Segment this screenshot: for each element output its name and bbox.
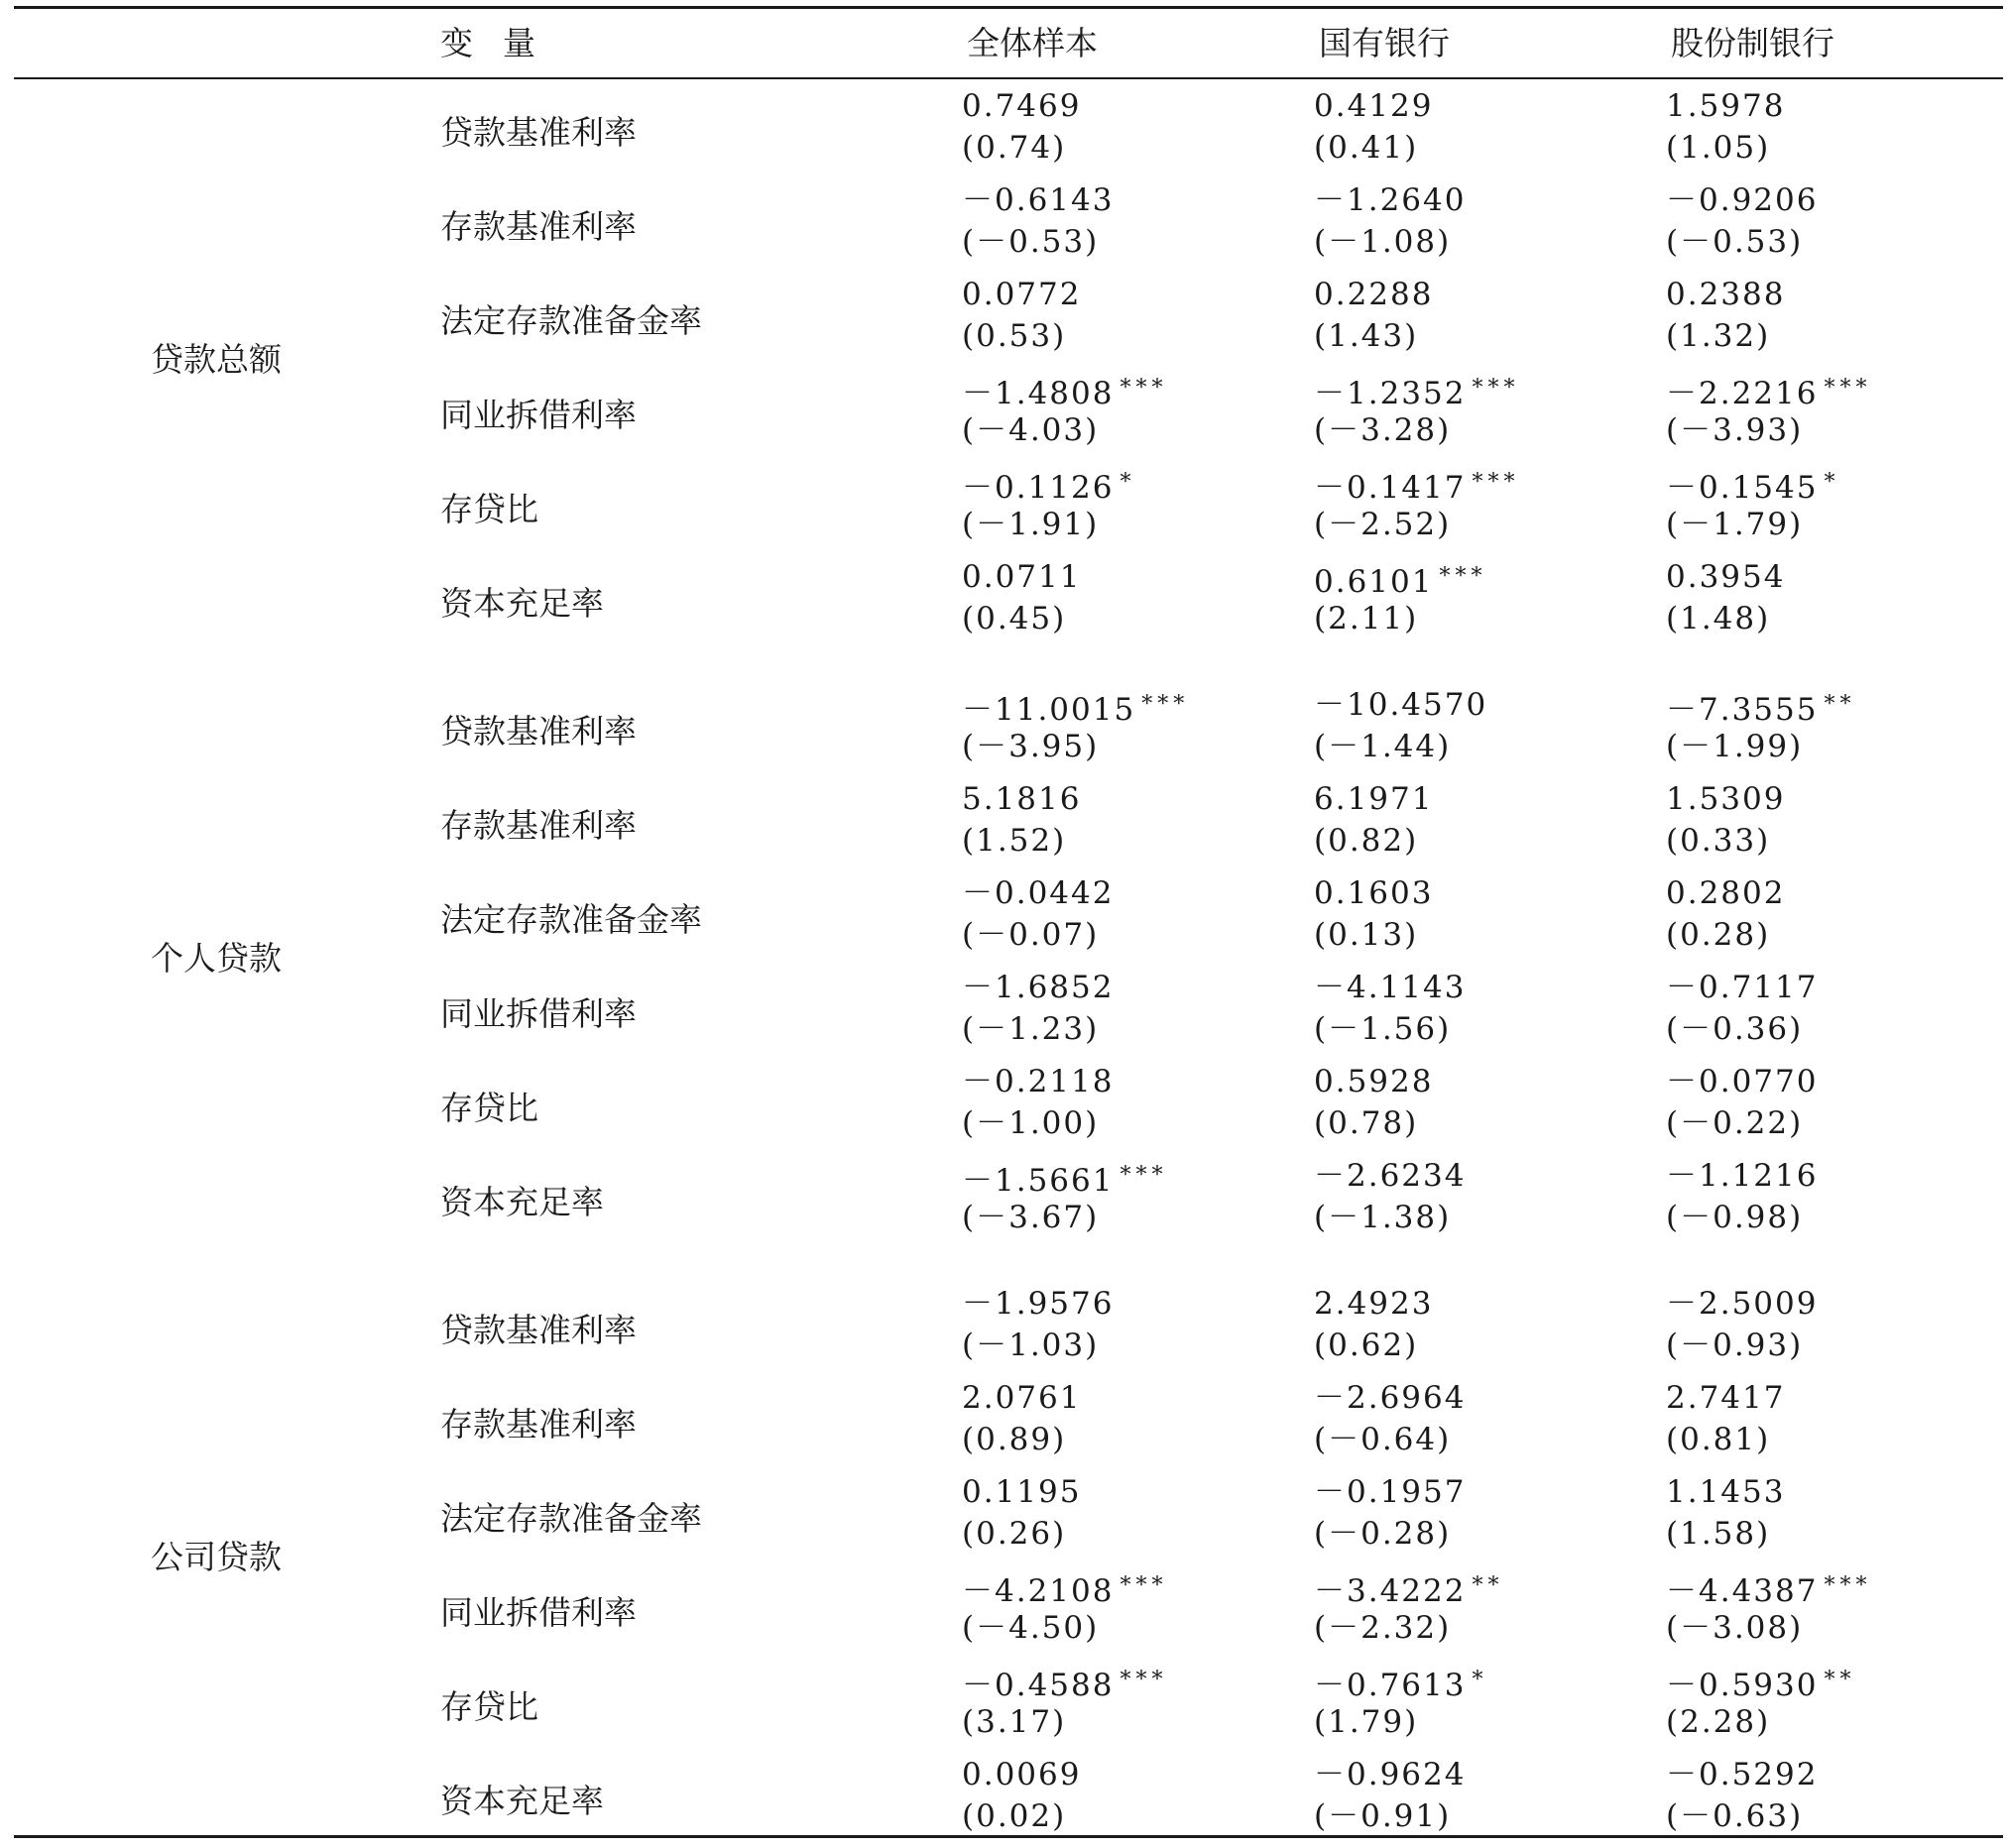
value-cell [1314,967,1466,1050]
t-statistic: (－1.79) [1666,507,1804,542]
significance-stars: * [1824,470,1840,495]
t-statistic: (0.81) [1666,1422,1771,1457]
t-statistic: (－0.93) [1666,1328,1804,1363]
coefficient: 0.4129 [1314,88,1434,124]
variable-name: 贷款基准利率 [440,1311,637,1349]
t-statistic: (－1.38) [1314,1200,1452,1235]
significance-stars: * [1120,470,1136,495]
significance-stars: *** [1120,376,1168,401]
t-statistic: (－3.28) [1314,412,1452,448]
t-statistic: (－3.93) [1666,412,1804,448]
coefficient: －2.6234 [1314,1158,1467,1194]
coefficient: －0.5930 [1666,1668,1819,1703]
coefficient: 2.0761 [962,1380,1082,1416]
coefficient: 0.5928 [1314,1064,1434,1099]
coefficient: －0.5292 [1666,1757,1819,1792]
value-cell [1314,274,1433,357]
value-cell [1666,85,1785,169]
t-statistic: (1.52) [962,823,1067,859]
value-cell [962,368,1167,451]
coefficient: －1.4808 [962,376,1115,411]
variable-name: 贷款基准利率 [440,113,637,152]
value-cell [1314,462,1519,545]
table-row [0,872,2009,967]
table-row [0,1155,2009,1249]
header-state-owned-banks: 国有银行 [1319,24,1450,62]
coefficient: 0.2288 [1314,277,1434,312]
coefficient: 0.1195 [962,1474,1082,1510]
value-cell [962,1061,1114,1144]
significance-stars: *** [1439,564,1487,589]
table-top-rule [14,6,2003,9]
value-cell [1666,1754,1818,1837]
variable-name: 存款基准利率 [440,1405,637,1444]
t-statistic: (－4.50) [962,1610,1100,1646]
coefficient: 0.3954 [1666,559,1786,595]
group-label: 个人贷款 [151,939,282,978]
t-statistic: (－2.32) [1314,1610,1452,1646]
t-statistic: (0.89) [962,1422,1067,1457]
value-cell [962,85,1081,169]
coefficient: 0.2388 [1666,277,1786,312]
value-cell [1666,1283,1818,1366]
coefficient: －2.6964 [1314,1380,1467,1416]
value-cell [1314,1377,1466,1460]
value-cell [962,179,1114,263]
t-statistic: (1.05) [1666,130,1771,166]
header-variable: 变量 [440,24,565,62]
value-cell [1666,1155,1818,1238]
table-row [0,1754,2009,1848]
variable-name: 法定存款准备金率 [440,301,702,340]
value-cell [962,1283,1114,1366]
group-label: 贷款总额 [151,340,282,379]
group-label: 公司贷款 [151,1538,282,1576]
t-statistic: (－0.28) [1314,1516,1452,1552]
significance-stars: * [1472,1668,1488,1692]
t-statistic: (0.45) [962,601,1067,636]
value-cell [1666,1471,1785,1555]
coefficient: 0.7469 [962,88,1082,124]
coefficient: 0.1603 [1314,875,1434,911]
t-statistic: (－0.53) [1666,224,1804,260]
value-cell [1314,872,1433,956]
header-rule [14,77,2003,79]
value-cell [1666,778,1785,862]
variable-name: 资本充足率 [440,1183,604,1221]
table-row [0,462,2009,556]
coefficient: －0.1957 [1314,1474,1467,1510]
coefficient: －0.9206 [1666,182,1819,218]
coefficient: －0.6143 [962,182,1115,218]
table-row [0,1565,2009,1660]
significance-stars: *** [1472,376,1520,401]
t-statistic: (1.48) [1666,601,1771,636]
t-statistic: (－1.08) [1314,224,1452,260]
t-statistic: (3.17) [962,1704,1067,1740]
coefficient: －0.2118 [962,1064,1115,1099]
value-cell [1666,368,1871,451]
value-cell [1666,1565,1871,1649]
value-cell [1666,1061,1818,1144]
table-row [0,1283,2009,1377]
t-statistic: (－4.03) [962,412,1100,448]
coefficient: 2.4923 [1314,1286,1434,1322]
value-cell [1666,1660,1855,1743]
variable-name: 同业拆借利率 [440,396,637,434]
table-row [0,778,2009,872]
table-row [0,274,2009,368]
value-cell [1666,872,1785,956]
table-row [0,1471,2009,1565]
coefficient: 0.0772 [962,277,1082,312]
value-cell [1666,274,1785,357]
t-statistic: (－1.56) [1314,1011,1452,1047]
significance-stars: *** [1120,1573,1168,1598]
coefficient: 6.1971 [1314,781,1434,817]
coefficient: －0.7613 [1314,1668,1467,1703]
coefficient: －1.5661 [962,1163,1115,1199]
t-statistic: (－0.91) [1314,1798,1452,1834]
table-row [0,556,2009,650]
value-cell [962,1565,1167,1649]
coefficient: －1.6852 [962,970,1115,1005]
coefficient: 1.1453 [1666,1474,1786,1510]
t-statistic: (0.82) [1314,823,1419,859]
table-row [0,1660,2009,1754]
coefficient: 5.1816 [962,781,1082,817]
variable-name: 资本充足率 [440,1782,604,1820]
coefficient: －0.1417 [1314,470,1467,506]
significance-stars: *** [1824,1573,1872,1598]
coefficient: －0.4588 [962,1668,1115,1703]
value-cell [1666,462,1839,545]
variable-name: 存款基准利率 [440,207,637,246]
t-statistic: (－0.63) [1666,1798,1804,1834]
value-cell [1314,778,1433,862]
t-statistic: (2.28) [1666,1704,1771,1740]
table-row [0,368,2009,462]
value-cell [1314,1283,1433,1366]
t-statistic: (1.58) [1666,1516,1771,1552]
t-statistic: (－0.22) [1666,1105,1804,1141]
coefficient: 0.0711 [962,559,1082,595]
value-cell [1314,179,1466,263]
coefficient: 0.6101 [1314,564,1434,600]
value-cell [1314,368,1519,451]
t-statistic: (－1.99) [1666,729,1804,764]
coefficient: －1.1216 [1666,1158,1819,1194]
t-statistic: (0.02) [962,1798,1067,1834]
variable-name: 同业拆借利率 [440,994,637,1033]
coefficient: 1.5309 [1666,781,1786,817]
coefficient: －0.7117 [1666,970,1819,1005]
t-statistic: (1.43) [1314,318,1419,354]
coefficient: －4.1143 [1314,970,1467,1005]
value-cell [962,1155,1167,1238]
value-cell [1666,684,1855,767]
coefficient: －2.2216 [1666,376,1819,411]
t-statistic: (－1.44) [1314,729,1452,764]
variable-name: 法定存款准备金率 [440,1499,702,1538]
significance-stars: *** [1120,1668,1168,1692]
value-cell [1314,1155,1466,1238]
coefficient: 2.7417 [1666,1380,1786,1416]
coefficient: 0.2802 [1666,875,1786,911]
coefficient: －10.4570 [1314,687,1488,723]
value-cell [962,967,1114,1050]
value-cell [962,462,1135,545]
coefficient: －3.4222 [1314,1573,1467,1609]
table-row [0,684,2009,778]
coefficient: 1.5978 [1666,88,1786,124]
coefficient: －0.0770 [1666,1064,1819,1099]
t-statistic: (－3.08) [1666,1610,1804,1646]
variable-name: 存贷比 [440,490,538,528]
t-statistic: (－0.53) [962,224,1100,260]
coefficient: －0.1126 [962,470,1115,506]
header-full-sample: 全体样本 [967,24,1098,62]
t-statistic: (－0.36) [1666,1011,1804,1047]
significance-stars: *** [1824,376,1872,401]
coefficient: －0.1545 [1666,470,1819,506]
value-cell [1314,1754,1466,1837]
table-bottom-rule [14,1835,2003,1838]
t-statistic: (0.53) [962,318,1067,354]
value-cell [962,1377,1081,1460]
coefficient: －4.2108 [962,1573,1115,1609]
value-cell [1314,684,1487,767]
t-statistic: (－1.00) [962,1105,1100,1141]
coefficient: －2.5009 [1666,1286,1819,1322]
t-statistic: (1.32) [1666,318,1771,354]
coefficient: －0.0442 [962,875,1115,911]
t-statistic: (0.74) [962,130,1067,166]
significance-stars: ** [1824,692,1856,717]
value-cell [962,778,1081,862]
t-statistic: (0.28) [1666,917,1771,953]
coefficient: 0.0069 [962,1757,1082,1792]
t-statistic: (－1.03) [962,1328,1100,1363]
table-row [0,85,2009,179]
t-statistic: (－2.52) [1314,507,1452,542]
table-row [0,1061,2009,1155]
variable-name: 存贷比 [440,1687,538,1726]
variable-name: 存贷比 [440,1089,538,1127]
t-statistic: (0.41) [1314,130,1419,166]
coefficient: －0.9624 [1314,1757,1467,1792]
variable-name: 贷款基准利率 [440,712,637,751]
value-cell [1666,556,1785,639]
t-statistic: (－3.67) [962,1200,1100,1235]
t-statistic: (1.79) [1314,1704,1419,1740]
t-statistic: (－0.64) [1314,1422,1452,1457]
value-cell [1314,556,1486,639]
t-statistic: (0.33) [1666,823,1771,859]
coefficient: －1.2640 [1314,182,1467,218]
t-statistic: (0.13) [1314,917,1419,953]
value-cell [1314,1061,1433,1144]
coefficient: －1.2352 [1314,376,1467,411]
coefficient: －4.4387 [1666,1573,1819,1609]
variable-name: 法定存款准备金率 [440,900,702,939]
variable-name: 同业拆借利率 [440,1593,637,1632]
variable-name: 资本充足率 [440,584,604,623]
significance-stars: *** [1120,1163,1168,1188]
value-cell [1314,85,1433,169]
t-statistic: (0.26) [962,1516,1067,1552]
significance-stars: ** [1472,1573,1504,1598]
t-statistic: (－0.98) [1666,1200,1804,1235]
value-cell [1666,967,1818,1050]
t-statistic: (2.11) [1314,601,1419,636]
value-cell [962,1471,1081,1555]
significance-stars: *** [1141,692,1190,717]
value-cell [1314,1565,1503,1649]
value-cell [1314,1660,1487,1743]
value-cell [962,1754,1081,1837]
table-row [0,1377,2009,1471]
coefficient: －1.9576 [962,1286,1115,1322]
value-cell [1666,179,1818,263]
t-statistic: (－0.07) [962,917,1100,953]
t-statistic: (－1.23) [962,1011,1100,1047]
t-statistic: (0.62) [1314,1328,1419,1363]
significance-stars: *** [1472,470,1520,495]
value-cell [962,274,1081,357]
table-row [0,967,2009,1061]
t-statistic: (－3.95) [962,729,1100,764]
significance-stars: ** [1824,1668,1856,1692]
variable-name: 存款基准利率 [440,806,637,845]
value-cell [1314,1471,1466,1555]
value-cell [962,1660,1167,1743]
value-cell [962,684,1189,767]
coefficient: －11.0015 [962,692,1136,728]
t-statistic: (－1.91) [962,507,1100,542]
t-statistic: (0.78) [1314,1105,1419,1141]
value-cell [1666,1377,1785,1460]
value-cell [962,556,1081,639]
header-joint-stock-banks: 股份制银行 [1671,24,1834,62]
value-cell [962,872,1114,956]
coefficient: －7.3555 [1666,692,1819,728]
table-row [0,179,2009,274]
